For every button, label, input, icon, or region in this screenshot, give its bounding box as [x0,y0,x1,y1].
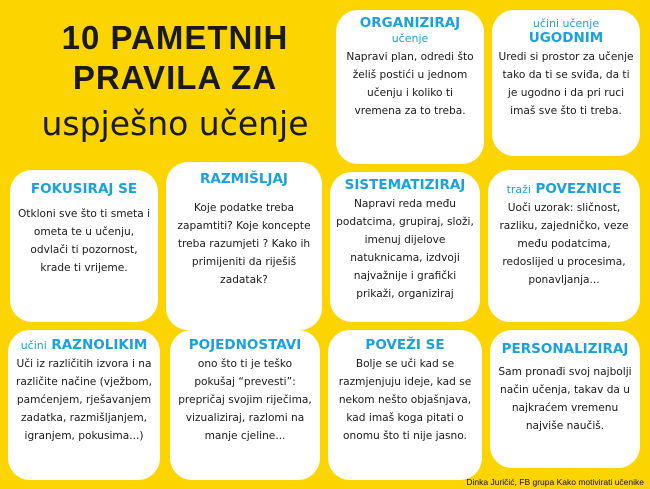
title-line-2: PRAVILA ZA [72,59,278,96]
card-poveznice [488,170,640,322]
card-subheading: učini [20,339,47,352]
card-pojednostavi [170,330,320,480]
author-credit: Dinka Juričić, FB grupa Kako motivirati učenike [466,477,644,487]
card-subheading: traži [506,183,531,196]
card-text: Uoči uzorak: sličnost, razliku, zajedničko, veze među podatcima, redoslijed u procesima, ponavljanja... [499,202,629,286]
card-subheading: učenje [391,32,429,45]
card-heading: SISTEMATIZIRAJ [344,177,466,193]
card-text: Uredi si prostor za učenje tako da ti se sviđa, da ti je ugodno i da pri ruci imaš sve što ti treba. [498,51,634,117]
card-heading: FOKUSIRAJ SE [30,181,138,197]
card-text: Bolje se uči kad se razmjenjuju ideje, kad se nekom nešto objašnjava, kad imaš koga pitati o onomu što ti nije jasno. [338,358,472,442]
card-povezi-se [328,330,482,480]
card-heading: PERSONALIZIRAJ [501,341,629,357]
title-line-1: 10 PAMETNIH [61,19,289,56]
card-subheading: učini učenje [532,17,600,30]
card-heading: POJEDNOSTAVI [188,337,302,353]
card-text: Uči iz različitih izvora i na različite načine (vježbom, pamćenjem, rješavanjem zadatka, razmišljanjem, igranjem, pokusima...) [16,358,152,442]
card-razmisljaj [166,162,322,330]
card-heading: RAZNOLIKIM [51,337,148,353]
card-raznolikim [8,330,160,480]
card-fokusiraj [10,170,158,322]
card-organiziraj [336,10,484,164]
card-heading: RAZMIŠLJAJ [200,171,288,187]
card-sistematiziraj [330,172,480,322]
card-text: Napravi plan, odredi što želiš postići u jednom učenju i koliko ti vremena za to treba. [346,51,474,117]
title-line-3: uspješno učenje [41,104,309,143]
card-heading: ORGANIZIRAJ [359,15,461,31]
card-text: Otkloni sve što ti smeta i ometa te u učenju, odvlači ti pozornost, krade ti vrijeme. [17,208,151,274]
card-text: ono što ti je teško pokušaj “prevesti”: prepričaj svojim riječima, vizualiziraj, razlomi na manje cjeline... [178,358,312,442]
card-heading: UGODNIM [528,30,604,46]
card-text: Koje podatke treba zapamtiti? Koje koncepte treba razumjeti ? Kako ih primijeniti da riješiš zadatak? [177,202,311,286]
card-text: Sam pronađi svoj najbolji način učenja, takav da u najkraćem vremenu najviše naučiš. [498,366,632,432]
card-heading: POVEŽI SE [365,337,445,353]
card-ugodnim [492,10,640,156]
poster-title [20,18,330,146]
card-text: Napravi reda među podatcima, grupiraj, složi, imenuj dijelove natuknicama, izdvoji najvažnije i grafički prikaži, organiziraj [336,198,474,300]
card-heading: POVEZNICE [535,181,622,197]
card-personaliziraj [490,330,640,468]
